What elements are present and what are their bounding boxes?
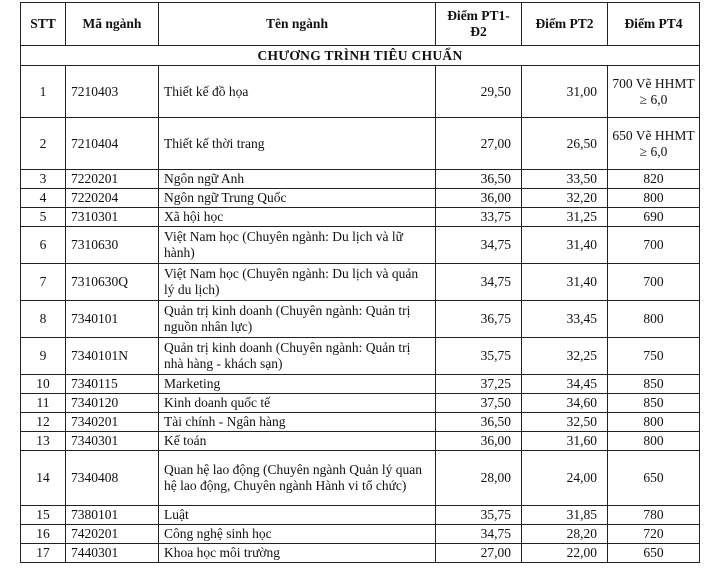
row-code: 7310630 [66, 227, 159, 264]
row-pt1: 35,75 [436, 506, 522, 525]
row-pt1: 36,75 [436, 301, 522, 338]
row-name: Ngôn ngữ Trung Quốc [159, 189, 436, 208]
row-name: Việt Nam học (Chuyên ngành: Du lịch và lữ hành) [159, 227, 436, 264]
admission-scores-document [20, 2, 700, 563]
row-stt: 6 [21, 227, 66, 264]
row-pt4: 650 [608, 544, 700, 563]
row-stt: 14 [21, 451, 66, 506]
header-ten-nganh: Tên ngành [159, 3, 436, 46]
row-pt4: 720 [608, 525, 700, 544]
row-pt1: 36,00 [436, 432, 522, 451]
row-stt: 15 [21, 506, 66, 525]
row-name: Tài chính - Ngân hàng [159, 413, 436, 432]
table-row [21, 301, 700, 338]
table-row [21, 506, 700, 525]
row-pt4: 650 Vẽ HHMT ≥ 6,0 [608, 118, 700, 170]
row-stt: 11 [21, 394, 66, 413]
table-row [21, 208, 700, 227]
row-code: 7340301 [66, 432, 159, 451]
row-pt1: 36,50 [436, 413, 522, 432]
table-row [21, 544, 700, 563]
table-row [21, 118, 700, 170]
row-pt1: 27,00 [436, 118, 522, 170]
row-pt4: 800 [608, 301, 700, 338]
row-pt2: 31,40 [522, 227, 608, 264]
table-row [21, 451, 700, 506]
row-stt: 1 [21, 66, 66, 118]
row-code: 7210404 [66, 118, 159, 170]
row-code: 7340201 [66, 413, 159, 432]
row-pt4: 700 Vẽ HHMT ≥ 6,0 [608, 66, 700, 118]
row-pt2: 33,45 [522, 301, 608, 338]
row-pt2: 31,40 [522, 264, 608, 301]
table-row [21, 227, 700, 264]
row-pt1: 35,75 [436, 338, 522, 375]
table-row [21, 338, 700, 375]
row-pt4: 700 [608, 264, 700, 301]
row-pt1: 27,00 [436, 544, 522, 563]
row-name: Quản trị kinh doanh (Chuyên ngành: Quản trị nguồn nhân lực) [159, 301, 436, 338]
row-pt4: 800 [608, 432, 700, 451]
row-pt4: 690 [608, 208, 700, 227]
row-name: Kế toán [159, 432, 436, 451]
row-pt4: 850 [608, 394, 700, 413]
row-stt: 17 [21, 544, 66, 563]
row-pt4: 800 [608, 413, 700, 432]
row-stt: 12 [21, 413, 66, 432]
row-stt: 10 [21, 375, 66, 394]
row-name: Quản trị kinh doanh (Chuyên ngành: Quản trị nhà hàng - khách sạn) [159, 338, 436, 375]
row-pt2: 26,50 [522, 118, 608, 170]
row-pt1: 34,75 [436, 525, 522, 544]
row-name: Công nghệ sinh học [159, 525, 436, 544]
row-name: Xã hội học [159, 208, 436, 227]
row-pt4: 650 [608, 451, 700, 506]
row-code: 7340101N [66, 338, 159, 375]
row-stt: 2 [21, 118, 66, 170]
row-code: 7340408 [66, 451, 159, 506]
row-stt: 7 [21, 264, 66, 301]
row-name: Kinh doanh quốc tế [159, 394, 436, 413]
row-pt1: 33,75 [436, 208, 522, 227]
row-name: Thiết kế đồ họa [159, 66, 436, 118]
row-name: Marketing [159, 375, 436, 394]
row-pt2: 32,20 [522, 189, 608, 208]
table-row [21, 189, 700, 208]
row-pt2: 22,00 [522, 544, 608, 563]
section-title: CHƯƠNG TRÌNH TIÊU CHUẨN [21, 46, 700, 66]
row-pt2: 34,45 [522, 375, 608, 394]
row-pt2: 32,25 [522, 338, 608, 375]
row-stt: 13 [21, 432, 66, 451]
table-row [21, 170, 700, 189]
row-code: 7310630Q [66, 264, 159, 301]
header-stt: STT [21, 3, 66, 46]
row-stt: 16 [21, 525, 66, 544]
table-row [21, 66, 700, 118]
row-pt2: 24,00 [522, 451, 608, 506]
row-stt: 8 [21, 301, 66, 338]
row-code: 7420201 [66, 525, 159, 544]
row-code: 7310301 [66, 208, 159, 227]
row-stt: 4 [21, 189, 66, 208]
row-pt1: 37,50 [436, 394, 522, 413]
row-pt1: 34,75 [436, 227, 522, 264]
row-stt: 5 [21, 208, 66, 227]
table-row [21, 432, 700, 451]
row-stt: 3 [21, 170, 66, 189]
table-row [21, 525, 700, 544]
header-diem-pt2: Điểm PT2 [522, 3, 608, 46]
header-diem-pt1: Điểm PT1-Đ2 [436, 3, 522, 46]
row-name: Thiết kế thời trang [159, 118, 436, 170]
row-code: 7340115 [66, 375, 159, 394]
row-pt2: 32,50 [522, 413, 608, 432]
row-code: 7220201 [66, 170, 159, 189]
row-pt1: 29,50 [436, 66, 522, 118]
table-row [21, 264, 700, 301]
row-pt4: 850 [608, 375, 700, 394]
row-pt1: 37,25 [436, 375, 522, 394]
row-code: 7210403 [66, 66, 159, 118]
row-pt1: 34,75 [436, 264, 522, 301]
row-pt4: 780 [608, 506, 700, 525]
row-code: 7380101 [66, 506, 159, 525]
table-row [21, 413, 700, 432]
header-ma-nganh: Mã ngành [66, 3, 159, 46]
row-code: 7440301 [66, 544, 159, 563]
row-pt4: 800 [608, 189, 700, 208]
row-code: 7340120 [66, 394, 159, 413]
row-pt1: 28,00 [436, 451, 522, 506]
row-pt2: 31,60 [522, 432, 608, 451]
row-pt2: 31,85 [522, 506, 608, 525]
row-name: Ngôn ngữ Anh [159, 170, 436, 189]
row-pt2: 28,20 [522, 525, 608, 544]
admission-scores-table [20, 2, 700, 563]
row-pt4: 750 [608, 338, 700, 375]
row-code: 7340101 [66, 301, 159, 338]
row-stt: 9 [21, 338, 66, 375]
row-name: Khoa học môi trường [159, 544, 436, 563]
row-pt1: 36,00 [436, 189, 522, 208]
row-code: 7220204 [66, 189, 159, 208]
header-diem-pt4: Điểm PT4 [608, 3, 700, 46]
row-pt4: 820 [608, 170, 700, 189]
header-row [21, 3, 700, 46]
table-row [21, 375, 700, 394]
row-name: Luật [159, 506, 436, 525]
row-name: Quan hệ lao động (Chuyên ngành Quản lý quan hệ lao động, Chuyên ngành Hành vi tổ chức) [159, 451, 436, 506]
row-pt1: 36,50 [436, 170, 522, 189]
row-pt2: 34,60 [522, 394, 608, 413]
row-pt4: 700 [608, 227, 700, 264]
row-pt2: 31,25 [522, 208, 608, 227]
table-row [21, 394, 700, 413]
row-name: Việt Nam học (Chuyên ngành: Du lịch và quản lý du lịch) [159, 264, 436, 301]
row-pt2: 31,00 [522, 66, 608, 118]
row-pt2: 33,50 [522, 170, 608, 189]
section-row [21, 46, 700, 66]
